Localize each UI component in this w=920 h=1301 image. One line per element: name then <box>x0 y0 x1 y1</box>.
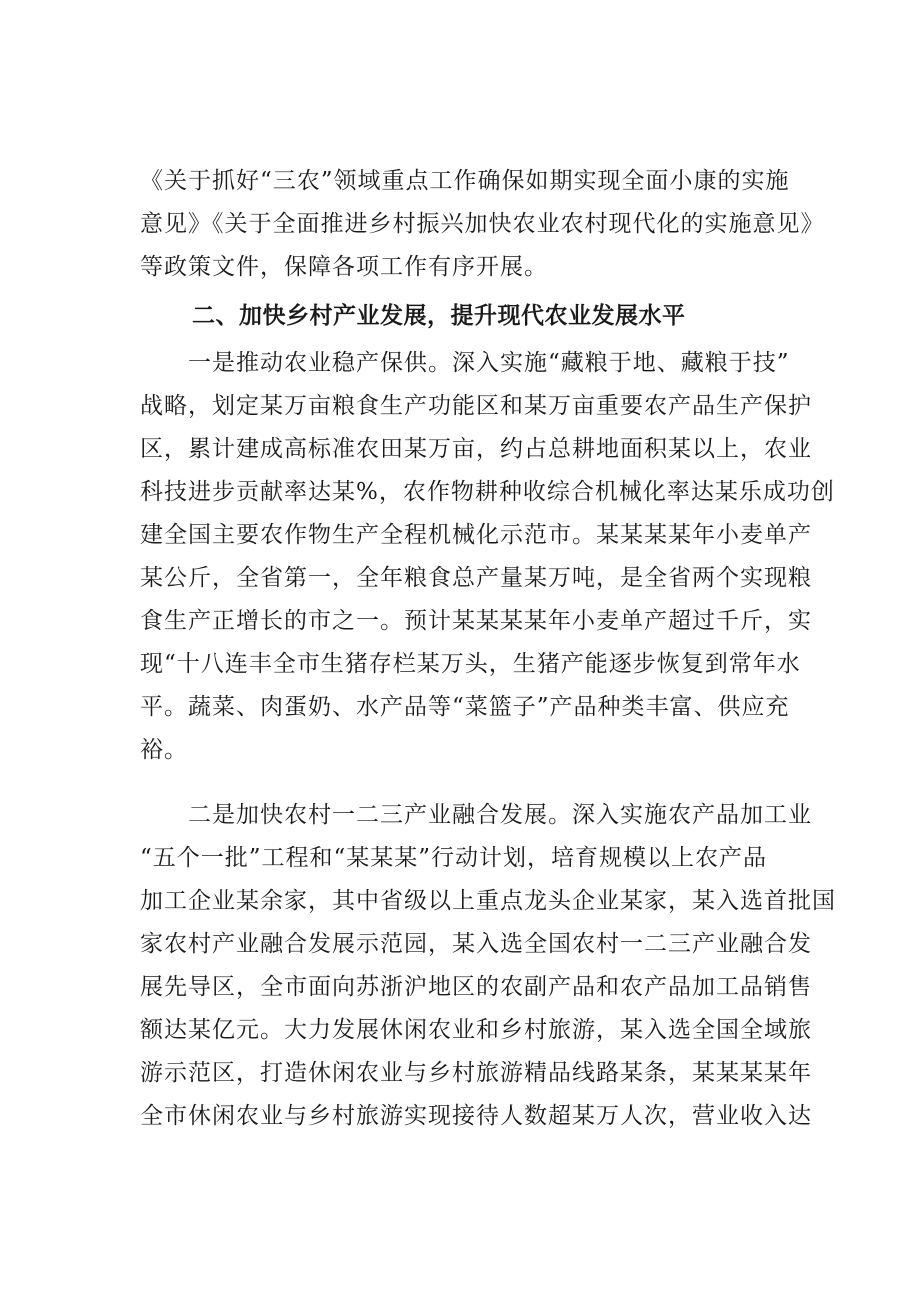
text-line: 加工企业某余家，其中省级以上重点龙头企业某家，某入选首批国 <box>140 888 836 914</box>
text-line: 战略，划定某万亩粮食生产功能区和某万亩重要农产品生产保护 <box>140 393 812 419</box>
text-line: 平。蔬菜、肉蛋奶、水产品等“菜篮子”产品种类丰富、供应充 <box>140 694 790 720</box>
text-line: 等政策文件，保障各项工作有序开展。 <box>140 254 548 280</box>
section-heading: 二、加快乡村产业发展，提升现代农业发展水平 <box>192 303 686 329</box>
text-line: “五个一批”工程和“某某某”行动计划，培育规模以上农产品 <box>140 845 768 871</box>
paragraph-stable-production <box>140 342 835 772</box>
paragraph-spacer <box>140 772 810 794</box>
text-line: 一是推动农业稳产保供。深入实施“藏粮于地、藏粮于技” <box>140 350 790 376</box>
text-line: 某公斤，全省第一，全年粮食总产量某万吨，是全省两个实现粮 <box>140 565 812 591</box>
text-line: 展先导区，全市面向苏浙沪地区的农副产品和农产品加工品销售 <box>140 974 812 1000</box>
text-line: 额达某亿元。大力发展休闲农业和乡村旅游，某入选全国全域旅 <box>140 1017 812 1043</box>
text-line: 游示范区，打造休闲农业与乡村旅游精品线路某条，某某某某年 <box>140 1060 812 1086</box>
paragraph-industry-integration <box>140 794 836 1138</box>
intro-paragraph <box>140 160 825 289</box>
text-line: 食生产正增长的市之一。预计某某某某年小麦单产超过千斤，实 <box>140 608 812 634</box>
document-body <box>140 160 836 1138</box>
text-line: 科技进步贡献率达某%，农作物耕种收综合机械化率达某乐成功创 <box>140 479 835 505</box>
text-line: 建全国主要农作物生产全程机械化示范市。某某某某年小麦单产 <box>140 522 812 548</box>
text-line: 家农村产业融合发展示范园，某入选全国农村一二三产业融合发 <box>140 931 812 957</box>
text-line: 全市休闲农业与乡村旅游实现接待人数超某万人次，营业收入达 <box>140 1103 812 1129</box>
text-line: 现“十八连丰全市生猪存栏某万头，生猪产能逐步恢复到常年水 <box>140 651 801 677</box>
text-line: 裕。 <box>140 737 188 763</box>
text-line: 《关于抓好“三农”领域重点工作确保如期实现全面小康的实施 <box>140 168 790 194</box>
text-line: 二是加快农村一二三产业融合发展。深入实施农产品加工业 <box>140 802 812 828</box>
text-line: 意见》《关于全面推进乡村振兴加快农业农村现代化的实施意见》 <box>140 211 825 237</box>
text-line: 区，累计建成高标准农田某万亩，约占总耕地面积某以上，农业 <box>140 436 812 462</box>
